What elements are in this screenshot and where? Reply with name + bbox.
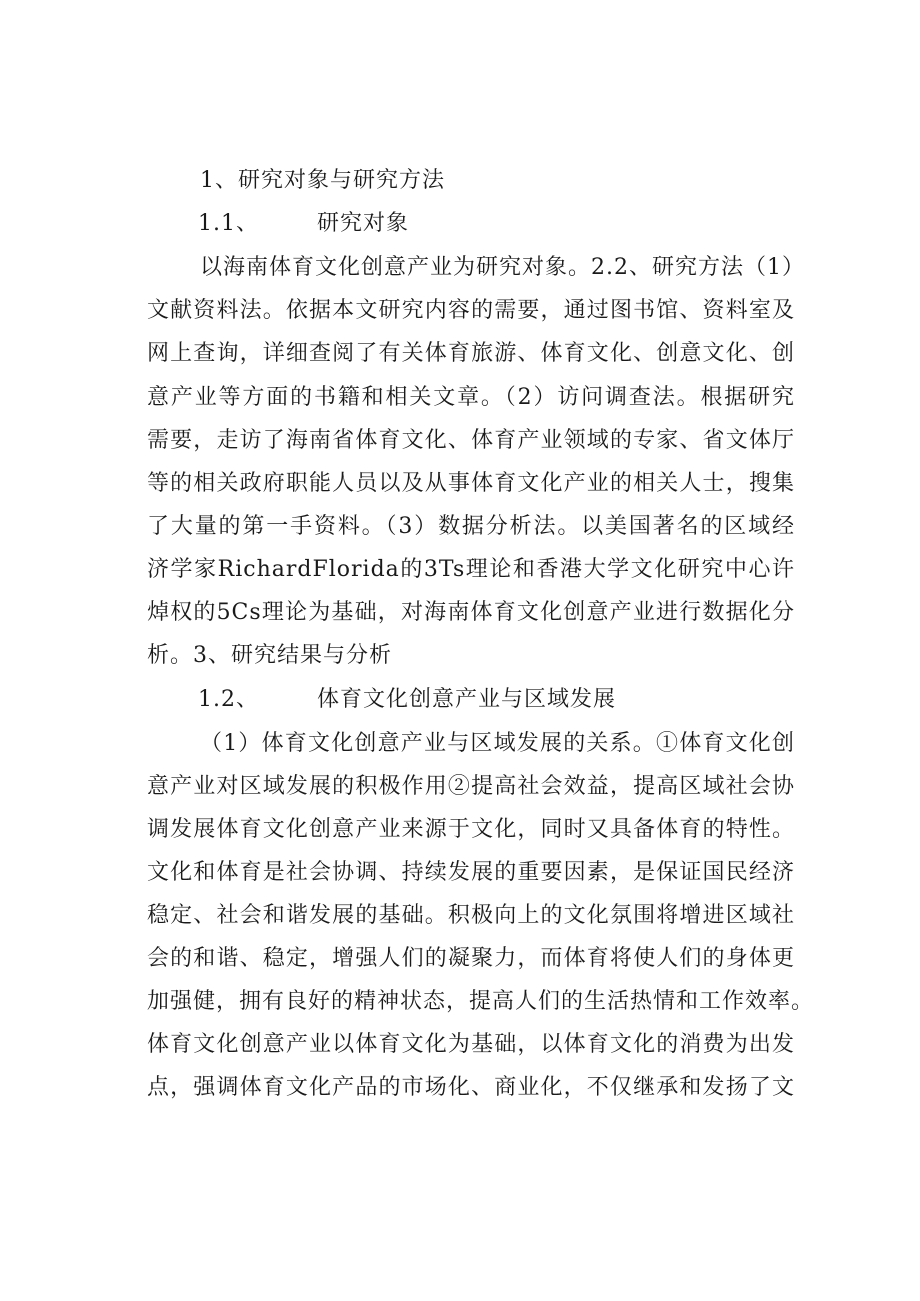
- paragraph-line: 加强健，拥有良好的精神状态，提高人们的生活热情和工作效率。: [147, 989, 815, 1014]
- paragraph-line: 以海南体育文化创意产业为研究对象。2.2、研究方法（1）: [200, 255, 805, 280]
- paragraph-line: 析。3、研究结果与分析: [147, 643, 392, 668]
- paragraph-line: 焯权的5Cs理论为基础，对海南体育文化创意产业进行数据化分: [147, 600, 795, 625]
- section-1-2-title: 体育文化创意产业与区域发展: [317, 687, 617, 712]
- paragraph-line: 意产业等方面的书籍和相关文章。（2）访问调查法。根据研究: [147, 385, 795, 410]
- paragraph-line: 网上查询，详细查阅了有关体育旅游、体育文化、创意文化、创: [147, 341, 795, 366]
- paragraph-line: 文化和体育是社会协调、持续发展的重要因素，是保证国民经济: [147, 860, 795, 885]
- paragraph-line: 会的和谐、稳定，增强人们的凝聚力，而体育将使人们的身体更: [147, 946, 795, 971]
- heading-1: 1、研究对象与研究方法: [200, 168, 445, 193]
- paragraph-line: 了大量的第一手资料。（3）数据分析法。以美国著名的区域经: [147, 514, 795, 539]
- paragraph-line: 意产业对区域发展的积极作用②提高社会效益，提高区域社会协: [147, 774, 795, 799]
- paragraph-line: 等的相关政府职能人员以及从事体育文化产业的相关人士，搜集: [147, 471, 795, 496]
- section-1-1-title: 研究对象: [317, 211, 410, 236]
- paragraph-line: 体育文化创意产业以体育文化为基础，以体育文化的消费为出发: [147, 1032, 795, 1057]
- paragraph-line: 文献资料法。依据本文研究内容的需要，通过图书馆、资料室及: [147, 298, 795, 323]
- section-1-2-number: 1.2、: [198, 687, 259, 712]
- paragraph-line: 需要，走访了海南省体育文化、体育产业领域的专家、省文体厅: [147, 428, 795, 453]
- paragraph-line: 点，强调体育文化产品的市场化、商业化，不仅继承和发扬了文: [147, 1075, 795, 1100]
- paragraph-line: 稳定、社会和谐发展的基础。积极向上的文化氛围将增进区域社: [147, 903, 795, 928]
- paragraph-line: （1）体育文化创意产业与区域发展的关系。①体育文化创: [200, 731, 795, 756]
- paragraph-line: 调发展体育文化创意产业来源于文化，同时又具备体育的特性。: [147, 817, 795, 842]
- section-1-1-number: 1.1、: [198, 211, 259, 236]
- paragraph-line: 济学家RichardFlorida的3Ts理论和香港大学文化研究中心许: [147, 557, 795, 582]
